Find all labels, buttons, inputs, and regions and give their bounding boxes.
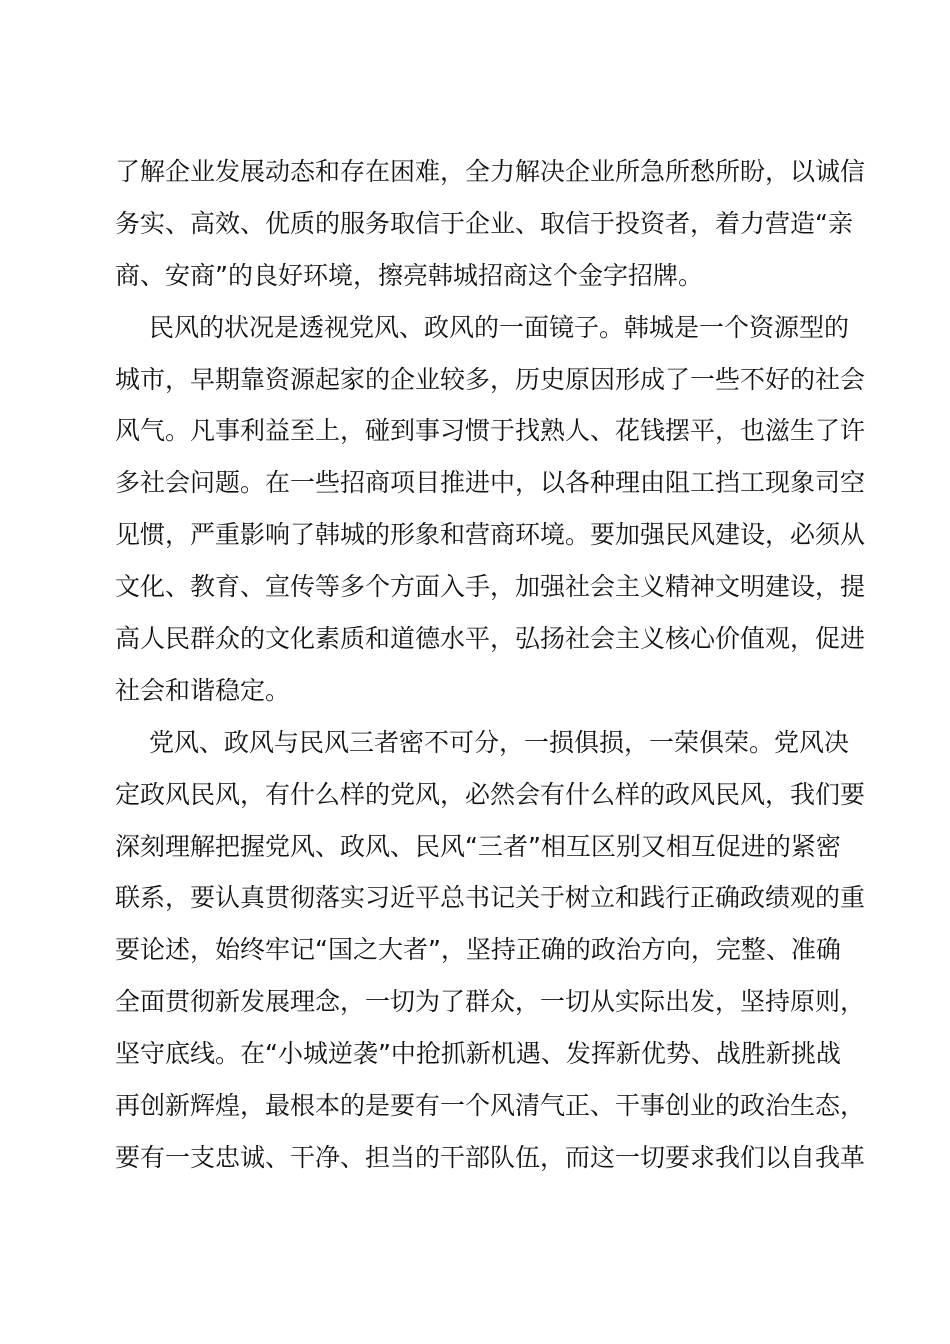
text-line: 务实、高效、优质的服务取信于企业、取信于投资者，着力营造“亲 (115, 208, 853, 238)
text-line: 见惯，严重影响了韩城的形象和营商环境。要加强民风建设，必须从 (115, 520, 866, 550)
document-body (115, 146, 866, 1184)
text-line: 再创新辉煌，最根本的是要有一个风清气正、干事创业的政治生态， (115, 1091, 866, 1121)
text-line: 要有一支忠诚、干净、担当的干部队伍，而这一切要求我们以自我革 (115, 1142, 866, 1172)
text-line: 定政风民风，有什么样的党风，必然会有什么样的政风民风，我们要 (115, 779, 866, 809)
text-line: 要论述，始终牢记“国之大者”，坚持正确的政治方向，完整、准确 (115, 935, 841, 965)
text-line: 多社会问题。在一些招商项目推进中，以各种理由阻工挡工现象司空 (115, 468, 866, 498)
paragraph (115, 302, 866, 717)
text-line: 风气。凡事利益至上，碰到事习惯于找熟人、花钱摆平，也滋生了许 (115, 416, 866, 446)
text-line: 文化、教育、宣传等多个方面入手，加强社会主义精神文明建设，提 (115, 572, 866, 602)
paragraph (115, 146, 866, 302)
text-line: 商、安商”的良好环境，擦亮韩城招商这个金字招牌。 (115, 260, 703, 290)
text-line: 全面贯彻新发展理念，一切为了群众，一切从实际出发，坚持原则， (115, 987, 866, 1017)
text-line: 党风、政风与民风三者密不可分，一损俱损，一荣俱荣。党风决 (149, 727, 850, 757)
text-line: 了解企业发展动态和存在困难，全力解决企业所急所愁所盼，以诚信 (115, 157, 866, 186)
text-line: 民风的状况是透视党风、政风的一面镜子。韩城是一个资源型的 (149, 312, 850, 342)
paragraph (115, 717, 866, 1184)
text-line: 高人民群众的文化素质和道德水平，弘扬社会主义核心价值观，促进 (115, 624, 866, 654)
text-line: 社会和谐稳定。 (115, 675, 291, 705)
text-line: 联系，要认真贯彻落实习近平总书记关于树立和践行正确政绩观的重 (115, 883, 866, 913)
text-line: 坚守底线。在“小城逆袭”中抢抓新机遇、发挥新优势、战胜新挑战 (115, 1039, 841, 1069)
text-line: 城市，早期靠资源起家的企业较多，历史原因形成了一些不好的社会 (115, 364, 866, 394)
text-line: 深刻理解把握党风、政风、民风“三者”相互区别又相互促进的紧密 (115, 831, 841, 861)
